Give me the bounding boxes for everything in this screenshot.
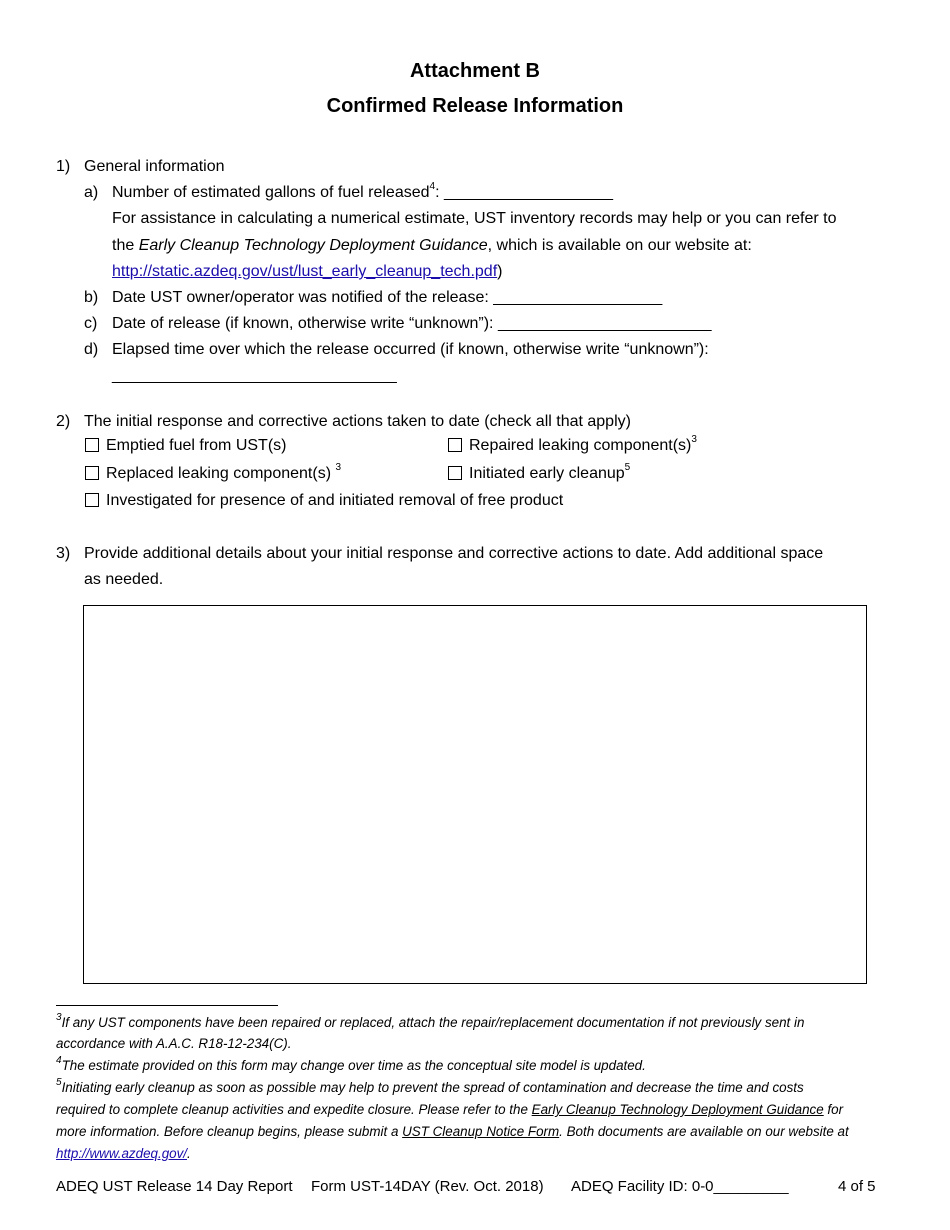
guidance-link[interactable]: Early Cleanup Technology Deployment Guidance [531,1102,824,1117]
checkbox-square[interactable] [448,438,462,452]
footnote-3-line1: $^3$If any UST components have been repaired or replaced, attach the repair/replacement documentation if not previously sent in [56,1011,805,1030]
checkbox-label: Replaced leaking component(s) [106,465,336,482]
checkbox-label: Investigated for presence of and initiated removal of free product [106,492,564,509]
footer-form-id: Form UST-14DAY (Rev. Oct. 2018) [311,1178,544,1195]
gallons-released-field[interactable] [112,180,614,202]
footnote-5-line3: more information. Before cleanup begins, please submit a UST Cleanup Notice Form. Both documents are available on our website at [56,1124,849,1139]
item-b-letter: b) [84,289,99,306]
footnote-3-line2: accordance with A.A.C. R18-12-234(C). [56,1036,292,1051]
section-3-text-line1: Provide additional details about your initial response and corrective actions to date. Add additional space [84,545,824,562]
page-title: Attachment B [409,60,540,82]
footnote-5-line2: required to complete cleanup activities and expedite closure. Please refer to the Early Cleanup Technology Deployment Guidance for [56,1102,844,1117]
checkbox-label: Initiated early cleanup [469,465,625,482]
footnote-ref-3: 3 [691,433,697,445]
notified-date-field[interactable]: Date UST owner/operator was notified of the release: ___________________ [112,289,663,306]
footnote-4: $^4$The estimate provided on this form may change over time as the conceptual site model is updated. [56,1054,646,1073]
azdeq-website-link[interactable]: http://www.azdeq.gov/ [56,1146,188,1161]
gallons-label: Number of estimated gallons of fuel released [112,184,430,201]
footnote-5-line1: $^5$Initiating early cleanup as soon as possible may help to prevent the spread of contamination and decrease the time and costs [56,1076,804,1095]
footnote-5-line4: http://www.azdeq.gov/. [56,1146,191,1161]
checkbox-repaired-component[interactable] [448,433,697,455]
item-c-letter: c) [84,315,98,332]
footnote-ref-5: 5 [624,461,631,473]
checkbox-label: Repaired leaking component(s) [469,437,692,454]
elapsed-time-field[interactable]: ________________________________ [112,367,397,384]
section-2-number: 2) [56,413,71,430]
section-3-number: 3) [56,545,71,562]
section-3-text-line2: as needed. [84,571,164,588]
assistance-text-line1: For assistance in calculating a numerical estimate, UST inventory records may help or you can refer to [112,210,837,227]
checkbox-square[interactable] [85,493,99,507]
footnote-ref-4: 4 [429,180,436,192]
gallons-blank: : ___________________ [435,184,614,201]
checkbox-square[interactable] [85,466,99,480]
guidance-url-line: http://static.azdeq.gov/ust/lust_early_cleanup_tech.pdf) [112,263,503,280]
guidance-url-link[interactable]: http://static.azdeq.gov/ust/lust_early_cleanup_tech.pdf [112,263,498,280]
page-subtitle: Confirmed Release Information [326,95,624,117]
footnote-ref-3: 3 [335,461,342,473]
footnote-divider [56,1005,278,1006]
checkbox-investigated-free-product[interactable] [85,492,563,510]
item-a-letter: a) [84,184,99,201]
checkbox-label: Emptied fuel from UST(s) [106,437,287,454]
elapsed-time-label: Elapsed time over which the release occurred (if known, otherwise write “unknown”): [112,341,709,358]
checkbox-initiated-cleanup[interactable] [448,461,631,483]
additional-details-textarea[interactable] [83,605,867,984]
cleanup-notice-form-link[interactable]: UST Cleanup Notice Form [402,1124,560,1139]
footer-facility-id[interactable]: ADEQ Facility ID: 0-0_________ [571,1178,789,1195]
footer-report-name: ADEQ UST Release 14 Day Report [56,1178,293,1195]
checkbox-replaced-component[interactable] [85,461,342,483]
section-2-heading: The initial response and corrective actions taken to date (check all that apply) [84,413,631,430]
release-date-field[interactable]: Date of release (if known, otherwise write “unknown”): ________________________ [112,315,712,332]
assistance-text-line2: the Early Cleanup Technology Deployment Guidance, which is available on our website at: [112,237,752,254]
section-1-number: 1) [56,158,71,175]
checkbox-emptied-fuel[interactable] [85,437,286,455]
checkbox-square[interactable] [85,438,99,452]
footer-page-number: 4 of 5 [838,1178,876,1195]
item-d-letter: d) [84,341,99,358]
checkbox-square[interactable] [448,466,462,480]
guidance-title: Early Cleanup Technology Deployment Guidance [138,237,488,254]
section-1-heading: General information [84,158,225,175]
